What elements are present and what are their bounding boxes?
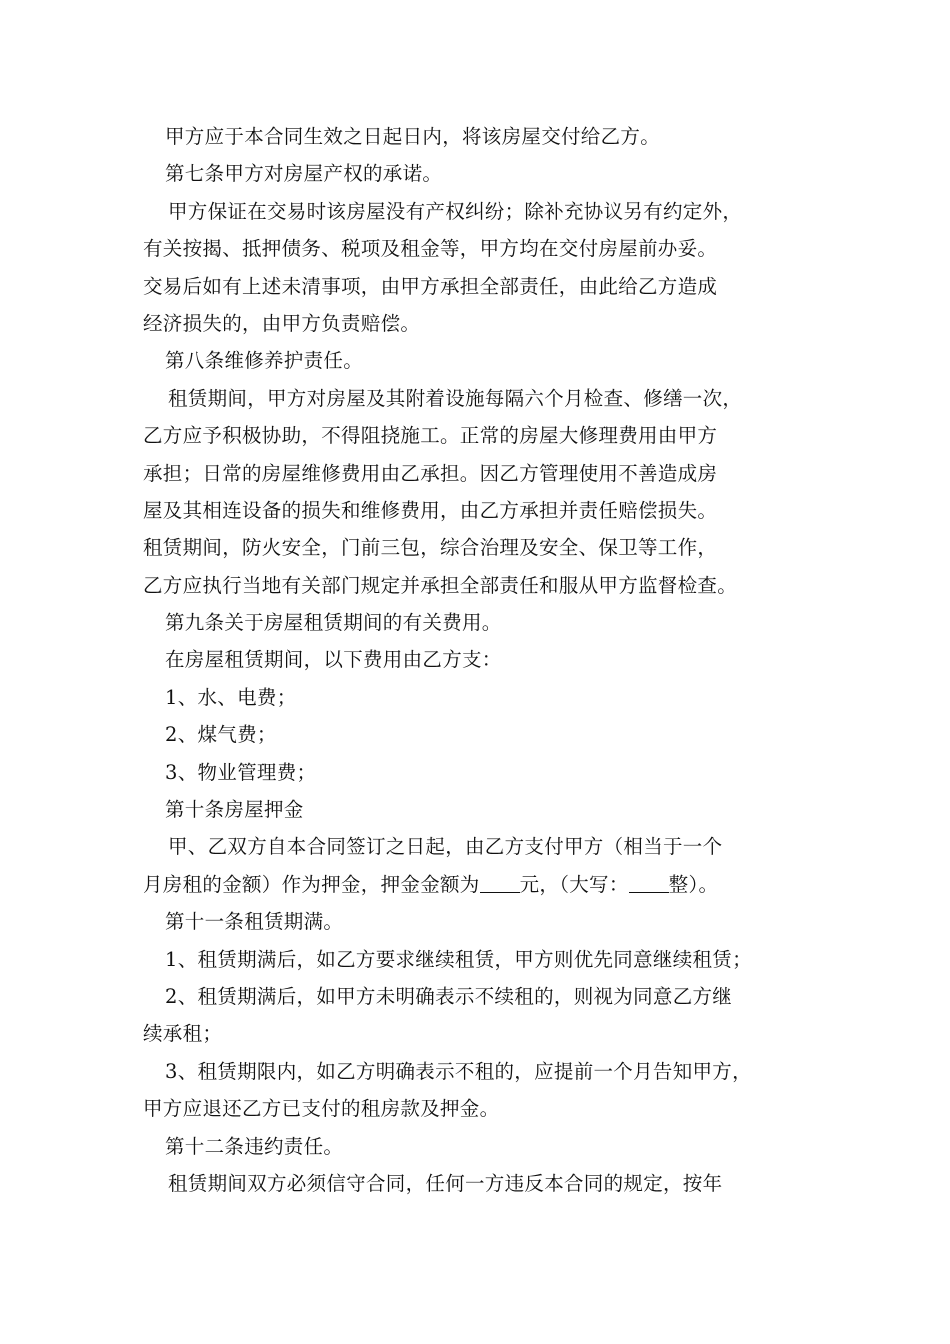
list-item: 3、物业管理费； xyxy=(165,760,317,784)
paragraph-line: 乙方应予积极协助，不得阻挠施工。正常的房屋大修理费用由甲方 xyxy=(143,424,718,448)
article-heading: 第九条关于房屋租赁期间的有关费用。 xyxy=(165,611,502,635)
deposit-amount-words-blank xyxy=(629,872,669,893)
paragraph-line: 屋及其相连设备的损失和维修费用，由乙方承担并责任赔偿损失。 xyxy=(143,498,718,522)
deposit-text-2: 元，（大写： xyxy=(519,872,629,896)
document-page xyxy=(143,118,823,1202)
paragraph-line: 承担；日常的房屋维修费用由乙承担。因乙方管理使用不善造成房 xyxy=(143,461,718,485)
deposit-text-1: 月房租的金额）作为押金，押金金额为 xyxy=(143,872,480,896)
paragraph-line: 甲方应于本合同生效之日起日内，将该房屋交付给乙方。 xyxy=(165,125,661,148)
deposit-text-3: 整）。 xyxy=(668,872,719,896)
paragraph-line: 租赁期间，甲方对房屋及其附着设施每隔六个月检查、修缮一次， xyxy=(168,386,743,410)
article-heading: 第十二条违约责任。 xyxy=(165,1134,344,1158)
article-heading: 第七条甲方对房屋产权的承诺。 xyxy=(165,162,443,186)
paragraph-line: 甲方保证在交易时该房屋没有产权纠纷；除补充协议另有约定外， xyxy=(168,199,743,223)
list-item: 2、租赁期满后，如甲方未明确表示不续租的，则视为同意乙方继 xyxy=(165,984,733,1008)
list-item: 2、煤气费； xyxy=(165,723,277,747)
paragraph-line: 甲方应退还乙方已支付的租房款及押金。 xyxy=(143,1097,500,1121)
article-heading: 第十一条租赁期满。 xyxy=(165,910,344,934)
paragraph-line: 续承租； xyxy=(143,1022,223,1046)
deposit-amount-blank xyxy=(480,872,520,893)
paragraph-line: 有关按揭、抵押债务、税项及租金等，甲方均在交付房屋前办妥。 xyxy=(143,237,718,261)
paragraph-line: 乙方应执行当地有关部门规定并承担全部责任和服从甲方监督检查。 xyxy=(143,573,738,597)
article-heading: 第十条房屋押金 xyxy=(165,798,304,822)
paragraph-line: 租赁期间，防火安全，门前三包，综合治理及安全、保卫等工作， xyxy=(143,536,718,560)
article-heading: 第八条维修养护责任。 xyxy=(165,349,364,373)
list-item: 1、租赁期满后，如乙方要求继续租赁，甲方则优先同意继续租赁； xyxy=(165,947,752,971)
paragraph-line: 在房屋租赁期间，以下费用由乙方支： xyxy=(165,648,502,672)
paragraph-line: 经济损失的，由甲方负责赔偿。 xyxy=(143,311,421,335)
paragraph-line: 交易后如有上述未清事项，由甲方承担全部责任，由此给乙方造成 xyxy=(143,274,718,298)
list-item: 1、水、电费； xyxy=(165,685,297,709)
deposit-line xyxy=(143,866,823,903)
paragraph-line: 租赁期间双方必须信守合同，任何一方违反本合同的规定，按年 xyxy=(168,1171,723,1195)
paragraph-line: 甲、乙双方自本合同签订之日起，由乙方支付甲方（相当于一个 xyxy=(168,835,723,859)
list-item: 3、租赁期限内，如乙方明确表示不租的，应提前一个月告知甲方， xyxy=(165,1059,752,1083)
